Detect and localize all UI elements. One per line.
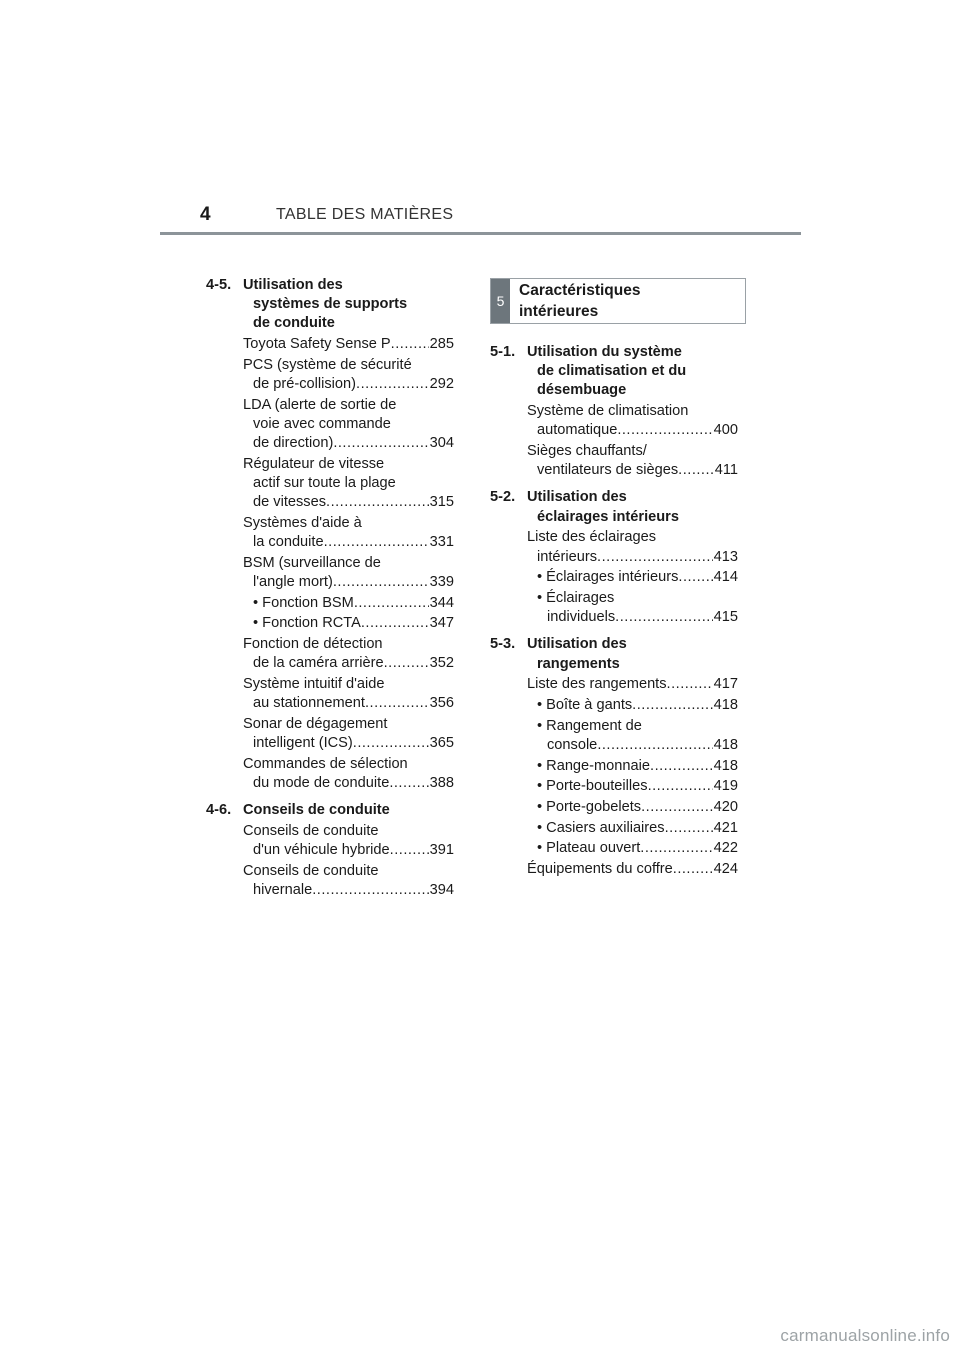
- section-gap: [490, 881, 738, 887]
- entry-text: intelligent (ICS): [253, 735, 353, 752]
- page-ref: 304: [429, 435, 454, 452]
- toc-right-column: [490, 343, 738, 887]
- entry-last-line: [537, 798, 738, 817]
- entry-text: • Éclairages intérieurs: [537, 569, 679, 586]
- toc-subentry[interactable]: [527, 839, 738, 858]
- entry-last-line: [243, 694, 454, 713]
- page-ref: 365: [429, 735, 454, 752]
- header-rule: [160, 232, 801, 235]
- watermark: carmanualsonline.info: [780, 1326, 950, 1345]
- entry-last-line: [253, 594, 454, 613]
- entry-last-line: [243, 654, 454, 673]
- toc-subentry[interactable]: [527, 717, 738, 755]
- entry-text: de vitesses: [253, 494, 327, 511]
- entry-line: PCS (système de sécurité: [243, 356, 412, 373]
- header-title: TABLE DES MATIÈRES: [276, 206, 454, 223]
- section-title: [527, 488, 738, 526]
- toc-entry[interactable]: [527, 860, 738, 879]
- section-title: [527, 343, 738, 401]
- page-ref: 352: [429, 655, 454, 672]
- toc-left-column: [206, 276, 454, 908]
- entry-line: Régulateur de vitesse: [243, 455, 385, 472]
- entry-last-line: [537, 819, 738, 838]
- entry-line: Conseils de conduite: [243, 822, 379, 839]
- entry-text: ventilateurs de sièges: [537, 462, 679, 479]
- toc-entry[interactable]: [243, 514, 454, 552]
- dot-leader: [678, 461, 714, 480]
- section-number: 4-5.: [206, 277, 232, 293]
- toc-entry[interactable]: [243, 554, 454, 592]
- entry-line: Conseils de conduite: [243, 862, 379, 879]
- toc-entries: [527, 675, 738, 879]
- entry-text: de pré-collision): [253, 376, 357, 393]
- page-ref: 356: [429, 695, 454, 712]
- toc-entries: [527, 528, 738, 627]
- section-title-line: Utilisation des: [243, 277, 343, 293]
- dot-leader: [333, 573, 429, 592]
- page-ref: 419: [713, 778, 738, 795]
- entry-line: Système de climatisation: [527, 403, 689, 420]
- entry-text: la conduite: [253, 534, 324, 551]
- toc-subentry[interactable]: [527, 696, 738, 715]
- dot-leader: [641, 798, 713, 817]
- dot-leader: [312, 881, 428, 900]
- toc-entry[interactable]: [527, 528, 738, 566]
- toc-entry[interactable]: [527, 442, 738, 480]
- section-title-line: désembuage: [537, 382, 627, 399]
- entry-last-line: [243, 573, 454, 592]
- entry-text: Liste des rangements: [527, 676, 667, 693]
- dot-leader: [391, 335, 429, 354]
- page-ref: 331: [429, 534, 454, 551]
- entry-text: • Porte-bouteilles: [537, 778, 648, 795]
- entry-last-line: [537, 757, 738, 776]
- toc-subentry[interactable]: [527, 819, 738, 838]
- dot-leader: [324, 533, 429, 552]
- toc-subentry[interactable]: [527, 568, 738, 587]
- entry-last-line: [537, 608, 738, 627]
- entry-line: voie avec commande: [253, 415, 391, 432]
- page-number: 4: [200, 204, 211, 225]
- dot-leader: [640, 839, 712, 858]
- entry-text: individuels: [547, 609, 616, 626]
- entry-text: du mode de conduite: [253, 775, 390, 792]
- chapter-tab-title: [519, 280, 640, 322]
- entry-text: • Boîte à gants: [537, 696, 633, 713]
- section-gap: [206, 902, 454, 908]
- entry-last-line: [537, 568, 738, 587]
- page-ref: 418: [713, 757, 738, 774]
- dot-leader: [384, 654, 429, 673]
- dot-leader: [673, 860, 713, 879]
- entry-line: Systèmes d'aide à: [243, 514, 362, 531]
- toc-entry[interactable]: [243, 635, 454, 673]
- chapter-tab-number: 5: [491, 279, 510, 323]
- page-ref: 292: [429, 376, 454, 393]
- page-ref: 420: [713, 798, 738, 815]
- section-title-line: éclairages intérieurs: [537, 508, 679, 525]
- toc-entry[interactable]: [527, 402, 738, 440]
- page-ref: 424: [713, 861, 738, 878]
- section-number: 5-3.: [490, 636, 516, 653]
- page-ref: 415: [713, 609, 738, 626]
- toc-section: [206, 801, 454, 900]
- entry-text: au stationnement: [253, 695, 365, 712]
- entry-line: Sonar de dégagement: [243, 715, 388, 732]
- entry-text: • Porte-gobelets: [537, 798, 642, 815]
- page-ref: 413: [713, 548, 738, 565]
- chapter-tab-title-line: intérieures: [519, 303, 599, 320]
- page-ref: 339: [429, 574, 454, 591]
- dot-leader: [356, 375, 429, 394]
- section-title-line: Utilisation des: [527, 489, 627, 506]
- entry-text: automatique: [537, 422, 618, 439]
- dot-leader: [648, 777, 713, 796]
- entry-last-line: [243, 493, 454, 512]
- toc-subentry[interactable]: [243, 594, 454, 613]
- toc-entry[interactable]: [243, 455, 454, 513]
- dot-leader: [389, 774, 428, 793]
- entry-last-line: [243, 375, 454, 394]
- entry-last-line: [527, 860, 738, 879]
- dot-leader: [365, 694, 429, 713]
- section-title: [527, 635, 738, 673]
- toc-entry[interactable]: [243, 356, 454, 394]
- page-ref: 418: [713, 696, 738, 713]
- toc-entry[interactable]: [243, 715, 454, 753]
- entry-text: • Range-monnaie: [537, 757, 651, 774]
- entry-line: actif sur toute la plage: [253, 475, 396, 492]
- entry-line: Liste des éclairages: [527, 529, 656, 546]
- toc-subentry[interactable]: [243, 614, 454, 633]
- entry-text: Toyota Safety Sense P: [243, 336, 391, 353]
- dot-leader: [665, 819, 713, 838]
- section-number: 4-6.: [206, 802, 232, 819]
- toc-section: [490, 488, 738, 627]
- entry-text: • Casiers auxiliaires: [537, 819, 665, 836]
- page-ref: 411: [714, 462, 738, 479]
- dot-leader: [650, 757, 713, 776]
- entry-last-line: [253, 614, 454, 633]
- section-number: 5-2.: [490, 489, 516, 506]
- toc-entries: [243, 335, 454, 793]
- entry-last-line: [527, 675, 738, 694]
- dot-leader: [354, 594, 429, 613]
- entry-line: Fonction de détection: [243, 636, 383, 653]
- toc-section: [490, 635, 738, 879]
- entry-last-line: [537, 696, 738, 715]
- toc-entry[interactable]: [243, 675, 454, 713]
- dot-leader: [632, 696, 712, 715]
- section-title-line: Utilisation des: [527, 636, 627, 653]
- entry-text: l'angle mort): [253, 574, 333, 591]
- entry-last-line: [243, 841, 454, 860]
- toc-entry[interactable]: [243, 335, 454, 354]
- entry-text: de direction): [253, 435, 334, 452]
- entry-last-line: [243, 774, 454, 793]
- entry-text: d'un véhicule hybride: [253, 842, 390, 859]
- entry-text: de la caméra arrière: [253, 655, 384, 672]
- toc-section: [490, 343, 738, 480]
- entry-last-line: [537, 839, 738, 858]
- section-title-line: Conseils de conduite: [243, 802, 390, 819]
- entry-text: hivernale: [253, 882, 313, 899]
- dot-leader: [390, 841, 429, 860]
- dot-leader: [597, 548, 713, 567]
- dot-leader: [678, 568, 712, 587]
- page-ref: 391: [429, 842, 454, 859]
- toc-entry[interactable]: [243, 396, 454, 454]
- dot-leader: [617, 421, 712, 440]
- page-ref: 285: [429, 336, 454, 353]
- page-ref: 400: [713, 422, 738, 439]
- entry-line: Sièges chauffants/: [527, 443, 647, 460]
- toc-subentry[interactable]: [527, 777, 738, 796]
- dot-leader: [597, 736, 712, 755]
- dot-leader: [326, 493, 429, 512]
- page-ref: 344: [429, 594, 454, 611]
- entry-text: • Plateau ouvert: [537, 840, 641, 857]
- entry-last-line: [243, 335, 454, 354]
- dot-leader: [667, 675, 713, 694]
- entry-last-line: [527, 548, 738, 567]
- dot-leader: [353, 734, 429, 753]
- entry-line: Commandes de sélection: [243, 755, 408, 772]
- toc-entry[interactable]: [243, 755, 454, 793]
- page-ref: 347: [429, 615, 454, 632]
- section-title-line: de climatisation et du: [537, 363, 687, 380]
- dot-leader: [615, 608, 712, 627]
- section-title-line: Utilisation du système: [527, 344, 682, 360]
- dot-leader: [333, 434, 428, 453]
- entry-text: intérieurs: [537, 548, 598, 565]
- page-ref: 388: [429, 775, 454, 792]
- entry-last-line: [243, 434, 454, 453]
- entry-text: Équipements du coffre: [527, 861, 673, 878]
- chapter-tab[interactable]: [490, 278, 746, 324]
- entry-text: console: [547, 736, 598, 753]
- section-title-line: systèmes de supports: [253, 296, 408, 313]
- entry-text: • Fonction BSM: [253, 594, 354, 611]
- entry-line: LDA (alerte de sortie de: [243, 396, 397, 413]
- toc-section: [206, 276, 454, 793]
- entry-last-line: [243, 881, 454, 900]
- toc-entries: [243, 822, 454, 900]
- page-ref: 414: [713, 569, 738, 586]
- section-title: [243, 801, 454, 820]
- entry-line: BSM (surveillance de: [243, 554, 381, 571]
- section-title-line: rangements: [537, 655, 620, 672]
- toc-entry[interactable]: [243, 822, 454, 860]
- toc-subentry[interactable]: [527, 589, 738, 627]
- section-number: 5-1.: [490, 344, 516, 360]
- toc-entries: [527, 402, 738, 480]
- entry-text: • Fonction RCTA: [253, 615, 361, 632]
- page-ref: 418: [713, 736, 738, 753]
- entry-line: • Éclairages: [537, 589, 615, 606]
- chapter-tab-title-line: Caractéristiques: [519, 282, 641, 299]
- page-ref: 417: [713, 676, 738, 693]
- dot-leader: [361, 614, 429, 633]
- page-ref: 315: [429, 494, 454, 511]
- section-title: [243, 276, 454, 334]
- toc-entry[interactable]: [243, 862, 454, 900]
- page-ref: 422: [713, 840, 738, 857]
- entry-last-line: [537, 777, 738, 796]
- entry-last-line: [243, 734, 454, 753]
- entry-last-line: [537, 736, 738, 755]
- page-ref: 421: [713, 819, 738, 836]
- entry-last-line: [243, 533, 454, 552]
- toc-subentry[interactable]: [527, 798, 738, 817]
- entry-line: Système intuitif d'aide: [243, 676, 385, 693]
- toc-entry[interactable]: [527, 675, 738, 694]
- page-ref: 394: [429, 882, 454, 899]
- entry-line: • Rangement de: [537, 717, 642, 734]
- section-title-line: de conduite: [253, 315, 335, 332]
- entry-last-line: [527, 421, 738, 440]
- toc-subentry[interactable]: [527, 757, 738, 776]
- entry-last-line: [527, 461, 738, 480]
